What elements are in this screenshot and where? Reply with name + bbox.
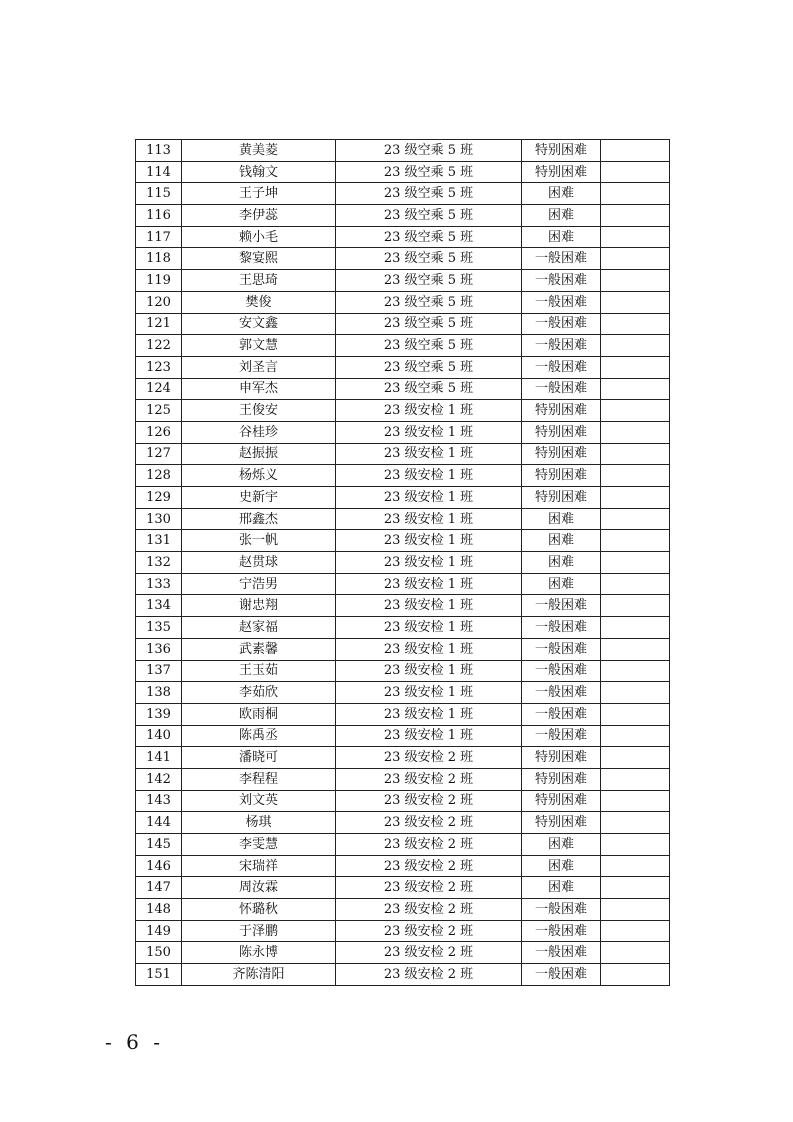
row-number-cell: 144 — [136, 812, 182, 834]
table-row — [136, 877, 670, 899]
remarks-cell — [601, 183, 670, 205]
table-row — [136, 660, 670, 682]
row-number-cell: 123 — [136, 356, 182, 378]
student-name-cell: 张一帆 — [182, 530, 336, 552]
student-name-cell: 李茹欣 — [182, 682, 336, 704]
class-cell: 23 级安检 2 班 — [336, 855, 522, 877]
class-cell: 23 级安检 1 班 — [336, 487, 522, 509]
remarks-cell — [601, 378, 670, 400]
remarks-cell — [601, 291, 670, 313]
table-row — [136, 790, 670, 812]
table-row — [136, 920, 670, 942]
table-row — [136, 378, 670, 400]
difficulty-level-cell: 特别困难 — [522, 443, 601, 465]
row-number-cell: 145 — [136, 834, 182, 856]
class-cell: 23 级安检 1 班 — [336, 421, 522, 443]
class-cell: 23 级安检 1 班 — [336, 725, 522, 747]
remarks-cell — [601, 465, 670, 487]
class-cell: 23 级安检 2 班 — [336, 899, 522, 921]
class-cell: 23 级安检 1 班 — [336, 595, 522, 617]
remarks-cell — [601, 964, 670, 986]
table-row — [136, 183, 670, 205]
student-name-cell: 陈禹丞 — [182, 725, 336, 747]
difficulty-level-cell: 特别困难 — [522, 768, 601, 790]
class-cell: 23 级空乘 5 班 — [336, 270, 522, 292]
difficulty-level-cell: 困难 — [522, 573, 601, 595]
student-name-cell: 宋瑞祥 — [182, 855, 336, 877]
remarks-cell — [601, 248, 670, 270]
class-cell: 23 级安检 2 班 — [336, 768, 522, 790]
table-row — [136, 356, 670, 378]
row-number-cell: 122 — [136, 335, 182, 357]
remarks-cell — [601, 573, 670, 595]
difficulty-level-cell: 困难 — [522, 205, 601, 227]
difficulty-level-cell: 一般困难 — [522, 682, 601, 704]
table-row — [136, 530, 670, 552]
class-cell: 23 级安检 1 班 — [336, 400, 522, 422]
student-name-cell: 武素馨 — [182, 638, 336, 660]
remarks-cell — [601, 638, 670, 660]
remarks-cell — [601, 313, 670, 335]
remarks-cell — [601, 942, 670, 964]
student-name-cell: 赵贯球 — [182, 552, 336, 574]
student-name-cell: 黄美菱 — [182, 140, 336, 162]
class-cell: 23 级安检 1 班 — [336, 617, 522, 639]
row-number-cell: 139 — [136, 703, 182, 725]
class-cell: 23 级安检 1 班 — [336, 573, 522, 595]
row-number-cell: 115 — [136, 183, 182, 205]
row-number-cell: 130 — [136, 508, 182, 530]
table-row — [136, 421, 670, 443]
remarks-cell — [601, 877, 670, 899]
table-row — [136, 747, 670, 769]
class-cell: 23 级空乘 5 班 — [336, 140, 522, 162]
table-row — [136, 313, 670, 335]
difficulty-level-cell: 特别困难 — [522, 465, 601, 487]
remarks-cell — [601, 617, 670, 639]
table-row — [136, 226, 670, 248]
table-row — [136, 140, 670, 162]
student-name-cell: 樊俊 — [182, 291, 336, 313]
difficulty-level-cell: 一般困难 — [522, 356, 601, 378]
student-name-cell: 谢忠翔 — [182, 595, 336, 617]
table-row — [136, 270, 670, 292]
table-row — [136, 942, 670, 964]
table-row — [136, 161, 670, 183]
difficulty-level-cell: 特别困难 — [522, 161, 601, 183]
student-name-cell: 安文鑫 — [182, 313, 336, 335]
remarks-cell — [601, 920, 670, 942]
student-name-cell: 潘晓可 — [182, 747, 336, 769]
table-row — [136, 899, 670, 921]
table-row — [136, 682, 670, 704]
table-row — [136, 638, 670, 660]
class-cell: 23 级安检 2 班 — [336, 834, 522, 856]
remarks-cell — [601, 790, 670, 812]
row-number-cell: 135 — [136, 617, 182, 639]
table-row — [136, 812, 670, 834]
table-row — [136, 487, 670, 509]
difficulty-level-cell: 一般困难 — [522, 964, 601, 986]
table-row — [136, 552, 670, 574]
student-name-cell: 李程程 — [182, 768, 336, 790]
class-cell: 23 级安检 1 班 — [336, 703, 522, 725]
remarks-cell — [601, 205, 670, 227]
difficulty-level-cell: 特别困难 — [522, 487, 601, 509]
row-number-cell: 147 — [136, 877, 182, 899]
remarks-cell — [601, 226, 670, 248]
remarks-cell — [601, 747, 670, 769]
class-cell: 23 级空乘 5 班 — [336, 183, 522, 205]
student-name-cell: 赵振振 — [182, 443, 336, 465]
difficulty-level-cell: 一般困难 — [522, 291, 601, 313]
class-cell: 23 级安检 2 班 — [336, 747, 522, 769]
difficulty-level-cell: 一般困难 — [522, 703, 601, 725]
class-cell: 23 级安检 2 班 — [336, 942, 522, 964]
difficulty-level-cell: 一般困难 — [522, 270, 601, 292]
table-row — [136, 335, 670, 357]
table-row — [136, 768, 670, 790]
remarks-cell — [601, 161, 670, 183]
difficulty-level-cell: 困难 — [522, 877, 601, 899]
class-cell: 23 级安检 1 班 — [336, 552, 522, 574]
difficulty-level-cell: 一般困难 — [522, 638, 601, 660]
class-cell: 23 级安检 1 班 — [336, 443, 522, 465]
difficulty-level-cell: 特别困难 — [522, 747, 601, 769]
class-cell: 23 级空乘 5 班 — [336, 378, 522, 400]
difficulty-level-cell: 一般困难 — [522, 617, 601, 639]
difficulty-level-cell: 一般困难 — [522, 248, 601, 270]
row-number-cell: 151 — [136, 964, 182, 986]
student-name-cell: 于泽鹏 — [182, 920, 336, 942]
remarks-cell — [601, 768, 670, 790]
class-cell: 23 级安检 1 班 — [336, 682, 522, 704]
row-number-cell: 132 — [136, 552, 182, 574]
table-row — [136, 725, 670, 747]
difficulty-level-cell: 困难 — [522, 552, 601, 574]
class-cell: 23 级安检 2 班 — [336, 920, 522, 942]
difficulty-level-cell: 一般困难 — [522, 595, 601, 617]
row-number-cell: 149 — [136, 920, 182, 942]
class-cell: 23 级空乘 5 班 — [336, 313, 522, 335]
remarks-cell — [601, 530, 670, 552]
row-number-cell: 150 — [136, 942, 182, 964]
class-cell: 23 级空乘 5 班 — [336, 291, 522, 313]
class-cell: 23 级空乘 5 班 — [336, 205, 522, 227]
table-row — [136, 855, 670, 877]
student-name-cell: 宁浩男 — [182, 573, 336, 595]
table-row — [136, 703, 670, 725]
class-cell: 23 级空乘 5 班 — [336, 248, 522, 270]
row-number-cell: 124 — [136, 378, 182, 400]
remarks-cell — [601, 703, 670, 725]
difficulty-level-cell: 困难 — [522, 226, 601, 248]
class-cell: 23 级空乘 5 班 — [336, 335, 522, 357]
row-number-cell: 113 — [136, 140, 182, 162]
row-number-cell: 121 — [136, 313, 182, 335]
row-number-cell: 142 — [136, 768, 182, 790]
difficulty-level-cell: 困难 — [522, 183, 601, 205]
student-name-cell: 王玉茹 — [182, 660, 336, 682]
remarks-cell — [601, 335, 670, 357]
remarks-cell — [601, 140, 670, 162]
row-number-cell: 136 — [136, 638, 182, 660]
student-name-cell: 郭文慧 — [182, 335, 336, 357]
difficulty-level-cell: 一般困难 — [522, 313, 601, 335]
row-number-cell: 141 — [136, 747, 182, 769]
difficulty-level-cell: 特别困难 — [522, 790, 601, 812]
remarks-cell — [601, 834, 670, 856]
row-number-cell: 129 — [136, 487, 182, 509]
difficulty-level-cell: 一般困难 — [522, 335, 601, 357]
table-row — [136, 508, 670, 530]
student-name-cell: 周汝霖 — [182, 877, 336, 899]
table-row — [136, 291, 670, 313]
student-name-cell: 李雯慧 — [182, 834, 336, 856]
student-name-cell: 刘文英 — [182, 790, 336, 812]
class-cell: 23 级安检 2 班 — [336, 812, 522, 834]
table-row — [136, 964, 670, 986]
student-name-cell: 钱翰文 — [182, 161, 336, 183]
table-row — [136, 834, 670, 856]
table-body — [136, 140, 670, 986]
difficulty-level-cell: 一般困难 — [522, 899, 601, 921]
difficulty-level-cell: 困难 — [522, 530, 601, 552]
row-number-cell: 134 — [136, 595, 182, 617]
student-name-cell: 王子坤 — [182, 183, 336, 205]
row-number-cell: 128 — [136, 465, 182, 487]
student-name-cell: 李伊蕊 — [182, 205, 336, 227]
row-number-cell: 126 — [136, 421, 182, 443]
remarks-cell — [601, 595, 670, 617]
table-row — [136, 443, 670, 465]
remarks-cell — [601, 660, 670, 682]
remarks-cell — [601, 899, 670, 921]
row-number-cell: 148 — [136, 899, 182, 921]
class-cell: 23 级安检 1 班 — [336, 530, 522, 552]
remarks-cell — [601, 487, 670, 509]
difficulty-level-cell: 困难 — [522, 855, 601, 877]
remarks-cell — [601, 400, 670, 422]
row-number-cell: 117 — [136, 226, 182, 248]
table-row — [136, 205, 670, 227]
row-number-cell: 125 — [136, 400, 182, 422]
difficulty-level-cell: 困难 — [522, 834, 601, 856]
row-number-cell: 131 — [136, 530, 182, 552]
student-name-cell: 申军杰 — [182, 378, 336, 400]
row-number-cell: 120 — [136, 291, 182, 313]
student-name-cell: 王思琦 — [182, 270, 336, 292]
table-row — [136, 248, 670, 270]
student-name-cell: 黎宴熙 — [182, 248, 336, 270]
page-number: - 6 - — [105, 1030, 164, 1054]
remarks-cell — [601, 812, 670, 834]
student-name-cell: 刘圣言 — [182, 356, 336, 378]
remarks-cell — [601, 443, 670, 465]
row-number-cell: 146 — [136, 855, 182, 877]
remarks-cell — [601, 855, 670, 877]
row-number-cell: 137 — [136, 660, 182, 682]
difficulty-level-cell: 一般困难 — [522, 942, 601, 964]
difficulty-level-cell: 一般困难 — [522, 920, 601, 942]
row-number-cell: 119 — [136, 270, 182, 292]
remarks-cell — [601, 421, 670, 443]
row-number-cell: 116 — [136, 205, 182, 227]
remarks-cell — [601, 552, 670, 574]
difficulty-level-cell: 一般困难 — [522, 378, 601, 400]
row-number-cell: 114 — [136, 161, 182, 183]
student-name-cell: 赵家福 — [182, 617, 336, 639]
difficulty-level-cell: 特别困难 — [522, 421, 601, 443]
class-cell: 23 级安检 1 班 — [336, 508, 522, 530]
table-row — [136, 573, 670, 595]
class-cell: 23 级安检 2 班 — [336, 964, 522, 986]
table-row — [136, 617, 670, 639]
table-row — [136, 400, 670, 422]
student-name-cell: 杨烁义 — [182, 465, 336, 487]
row-number-cell: 118 — [136, 248, 182, 270]
student-aid-table — [135, 139, 670, 986]
table-row — [136, 465, 670, 487]
difficulty-level-cell: 特别困难 — [522, 812, 601, 834]
row-number-cell: 133 — [136, 573, 182, 595]
class-cell: 23 级安检 1 班 — [336, 465, 522, 487]
student-name-cell: 怀璐秋 — [182, 899, 336, 921]
class-cell: 23 级安检 2 班 — [336, 877, 522, 899]
row-number-cell: 127 — [136, 443, 182, 465]
student-name-cell: 陈永博 — [182, 942, 336, 964]
class-cell: 23 级空乘 5 班 — [336, 356, 522, 378]
class-cell: 23 级安检 2 班 — [336, 790, 522, 812]
row-number-cell: 143 — [136, 790, 182, 812]
student-name-cell: 谷桂珍 — [182, 421, 336, 443]
class-cell: 23 级安检 1 班 — [336, 660, 522, 682]
row-number-cell: 140 — [136, 725, 182, 747]
student-name-cell: 赖小毛 — [182, 226, 336, 248]
difficulty-level-cell: 特别困难 — [522, 140, 601, 162]
difficulty-level-cell: 困难 — [522, 508, 601, 530]
remarks-cell — [601, 356, 670, 378]
difficulty-level-cell: 特别困难 — [522, 400, 601, 422]
table-row — [136, 595, 670, 617]
remarks-cell — [601, 725, 670, 747]
student-name-cell: 欧雨桐 — [182, 703, 336, 725]
student-name-cell: 齐陈清阳 — [182, 964, 336, 986]
student-name-cell: 邢鑫杰 — [182, 508, 336, 530]
difficulty-level-cell: 一般困难 — [522, 725, 601, 747]
remarks-cell — [601, 682, 670, 704]
student-name-cell: 杨琪 — [182, 812, 336, 834]
class-cell: 23 级空乘 5 班 — [336, 161, 522, 183]
difficulty-level-cell: 一般困难 — [522, 660, 601, 682]
class-cell: 23 级空乘 5 班 — [336, 226, 522, 248]
remarks-cell — [601, 270, 670, 292]
student-name-cell: 王俊安 — [182, 400, 336, 422]
student-name-cell: 史新宇 — [182, 487, 336, 509]
remarks-cell — [601, 508, 670, 530]
row-number-cell: 138 — [136, 682, 182, 704]
class-cell: 23 级安检 1 班 — [336, 638, 522, 660]
